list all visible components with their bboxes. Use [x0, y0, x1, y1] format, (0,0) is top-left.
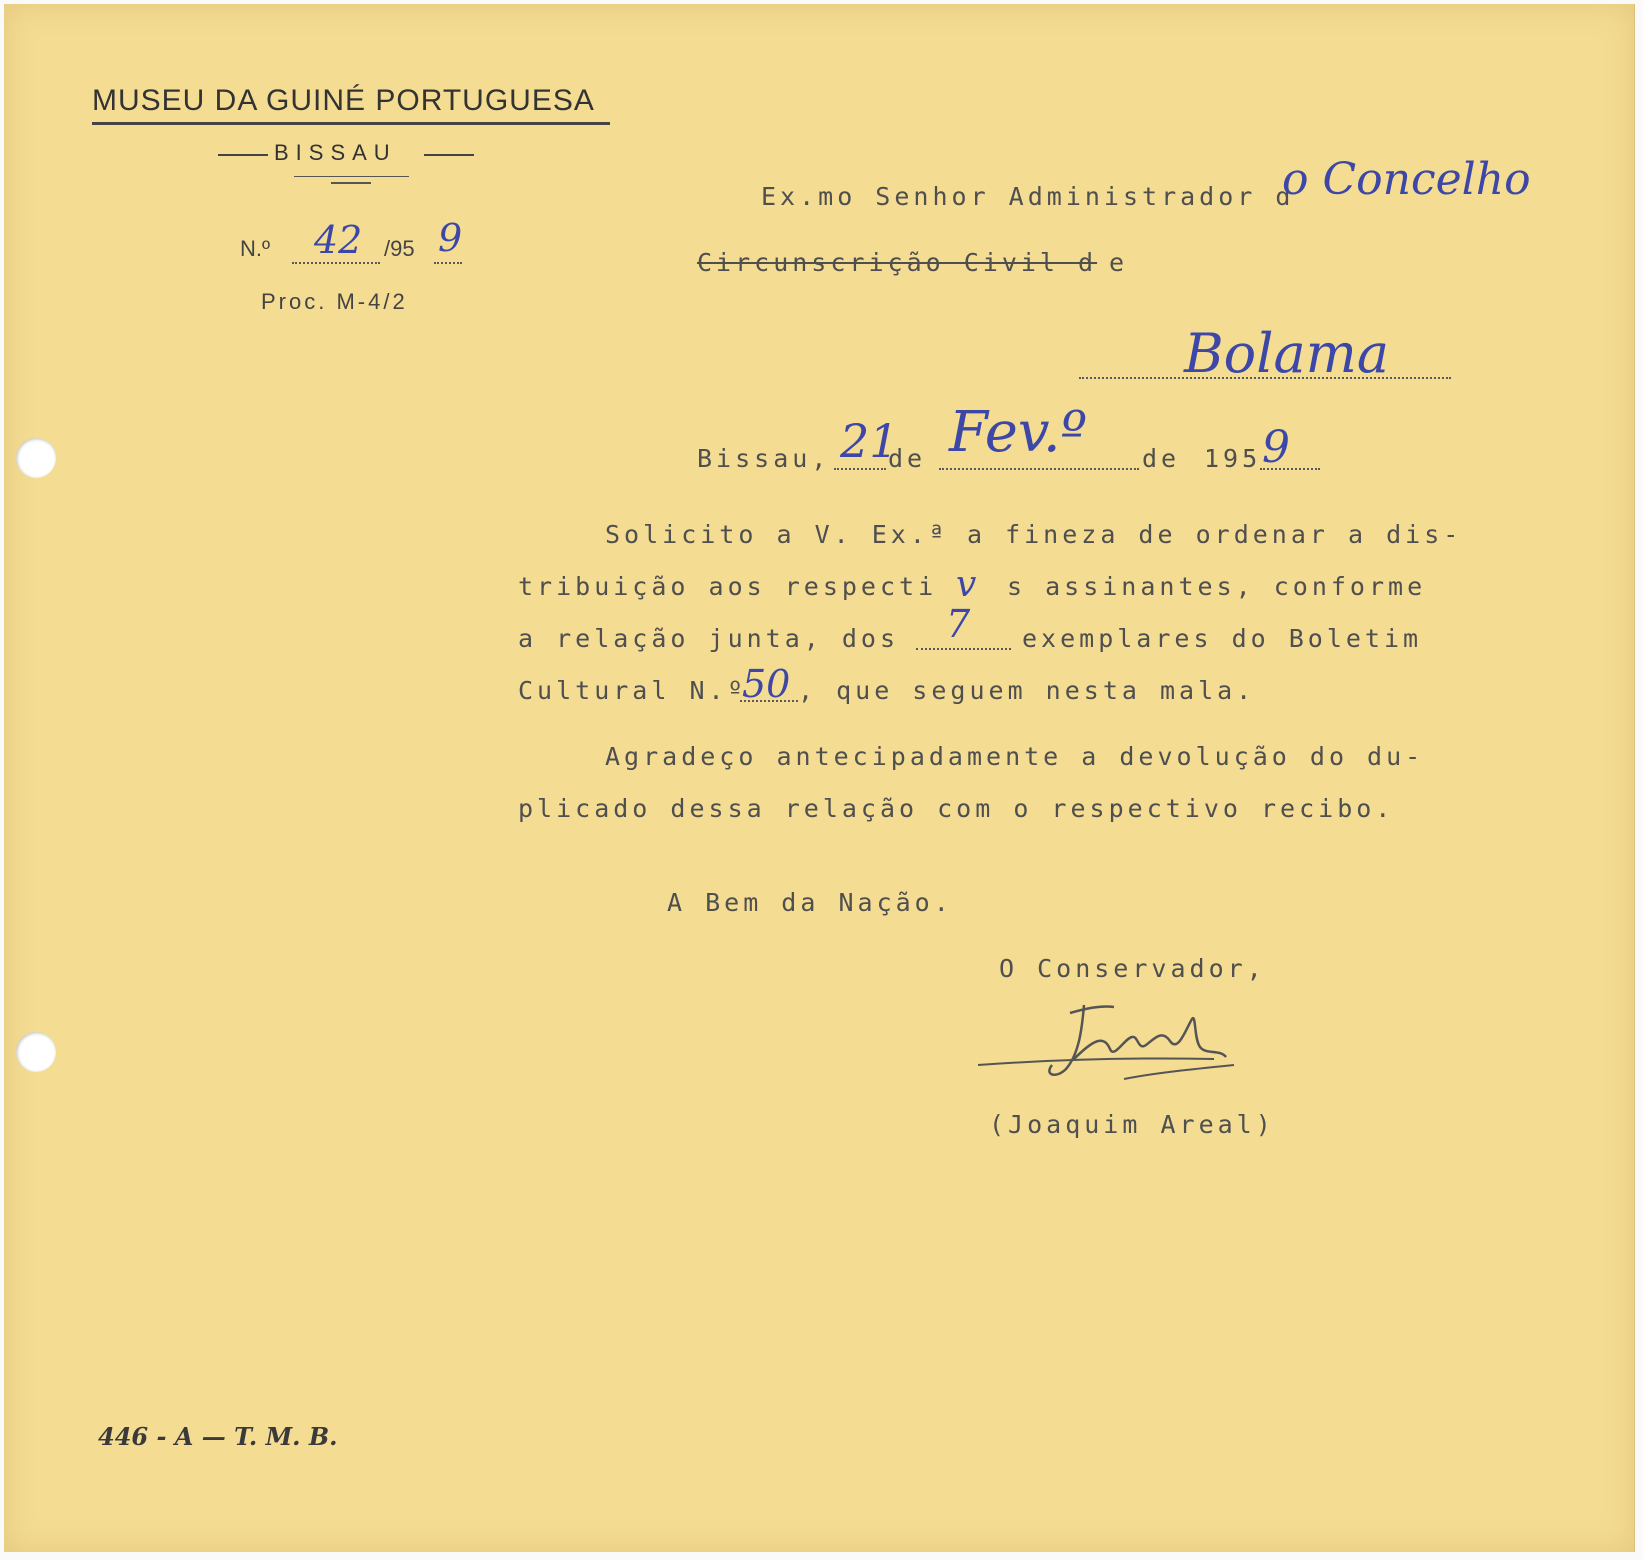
struck-circunscricao: Circunscrição Civil d — [697, 248, 1098, 277]
short-rule — [294, 176, 409, 177]
body-p1-line4b: , que seguem nesta mala. — [798, 676, 1256, 705]
signatory-title: O Conservador, — [999, 954, 1266, 983]
bulletin-number-handwritten: 50 — [742, 662, 791, 706]
year-handwritten: 9 — [438, 216, 463, 260]
short-rule-bold — [331, 182, 371, 184]
addressee-line2-end: e — [1109, 248, 1129, 277]
year-dots — [434, 262, 462, 264]
city-line-right — [424, 154, 474, 156]
month-dots — [939, 468, 1139, 470]
copies-handwritten: 7 — [946, 602, 971, 646]
letterhead-city: BISSAU — [274, 140, 397, 165]
day-handwritten: 21 — [840, 414, 899, 468]
form-code: 446 - A — T. M. B. — [98, 1422, 338, 1451]
number-year-prefix: /95 — [384, 236, 415, 261]
day-dots — [834, 468, 886, 470]
body-p1-line1: Solicito a V. Ex.ª a fineza de ordenar a dis- — [605, 520, 1463, 549]
date-city: Bissau, — [697, 444, 831, 473]
body-p1-line3a: a relação junta, dos — [518, 624, 900, 653]
body-p1-line3b: exemplares do Boletim — [1022, 624, 1423, 653]
process-reference: Proc. M-4/2 — [261, 289, 408, 314]
signatory-name: (Joaquim Areal) — [989, 1110, 1275, 1139]
body-p1-line2b: s assinantes, conforme — [1007, 572, 1427, 601]
number-label: N.º — [240, 236, 271, 261]
city-line-left — [218, 154, 268, 156]
letterhead-rule — [92, 122, 610, 125]
copies-dots — [916, 648, 1011, 650]
date-de-2: de — [1142, 444, 1181, 473]
document-page — [4, 4, 1635, 1552]
body-p1-line4a: Cultural N.º — [518, 676, 747, 705]
addressee-line1: Ex.mo Senhor Administrador d — [761, 182, 1295, 211]
month-handwritten: Fev.º — [949, 400, 1088, 465]
date-de-1: de — [888, 444, 927, 473]
body-p1-line2a: tribuição aos respecti — [518, 572, 938, 601]
signature-scribble — [974, 999, 1264, 1089]
number-handwritten: 42 — [314, 218, 363, 262]
body-p2-line2: plicado dessa relação com o respectivo recibo. — [518, 794, 1395, 823]
body-p1-correction-vo: v — [956, 564, 977, 605]
place-handwritten: Bolama — [1184, 322, 1390, 385]
punch-hole-top — [16, 438, 56, 478]
date-year-handwritten: 9 — [1262, 422, 1290, 473]
date-year-prefix: 195 — [1204, 444, 1262, 473]
punch-hole-bottom — [16, 1032, 56, 1072]
salutation: A Bem da Nação. — [667, 888, 953, 917]
body-p2-line1: Agradeço antecipadamente a devolução do du- — [605, 742, 1425, 771]
institution-name: MUSEU DA GUINÉ PORTUGUESA — [92, 84, 595, 117]
number-dots — [292, 262, 380, 264]
addressee-handwritten: o Concelho — [1282, 154, 1531, 205]
